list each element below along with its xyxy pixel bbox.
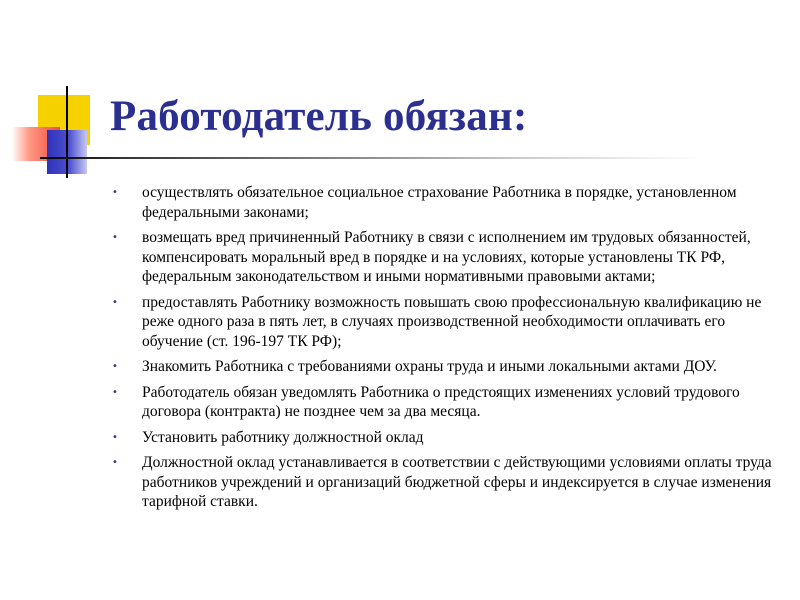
bullet-item (112, 183, 772, 222)
bullet-text: Установить работнику должностной оклад (142, 428, 424, 446)
slide-title: Работодатель обязан: (110, 93, 528, 140)
bullet-item (112, 383, 772, 422)
bullet-icon: • (112, 232, 118, 243)
bullet-icon: • (112, 386, 118, 398)
bullet-item (112, 357, 772, 377)
bullet-list (112, 183, 772, 518)
bullet-item (112, 228, 772, 287)
bullet-text: Знакомить Работника с требованиями охраны труда и иными локальными актами ДОУ. (142, 358, 717, 375)
bullet-text: осуществлять обязательное социальное страхование Работника в порядке, установленном федеральными законами; (142, 184, 737, 221)
bullet-text: Должностной оклад устанавливается в соответствии с действующими условиями оплаты труда работников учреждений и организаций бюджетной сферы и индексируется в случае изменения тарифной ставки. (142, 454, 772, 510)
bullet-icon: • (112, 431, 118, 443)
bullet-text: предоставлять Работнику возможность повышать свою профессиональную квалификацию не реже одного раза в пять лет, в случаях производственной необходимости оплачивать его обучение (ст. 196-197 ТК РФ); (142, 293, 762, 350)
bullet-icon: • (112, 457, 118, 468)
bullet-icon: • (112, 361, 118, 372)
decor-vertical-line (66, 86, 68, 178)
bullet-icon: • (112, 187, 118, 198)
bullet-text: Работодатель обязан уведомлять Работника о предстоящих изменениях условий трудового договора (контракта) не позднее чем за два месяца. (142, 383, 740, 420)
bullet-icon: • (112, 296, 118, 308)
bullet-item (112, 293, 772, 352)
title-underline (40, 157, 700, 159)
bullet-text: возмещать вред причиненный Работнику в связи с исполнением им трудовых обязанностей, компенсировать моральный вред в порядке и на условиях, которые установлены ТК РФ, федеральным законодательством и иными нормативными правовыми актами; (142, 229, 751, 285)
bullet-item (112, 428, 772, 448)
bullet-item (112, 453, 772, 512)
